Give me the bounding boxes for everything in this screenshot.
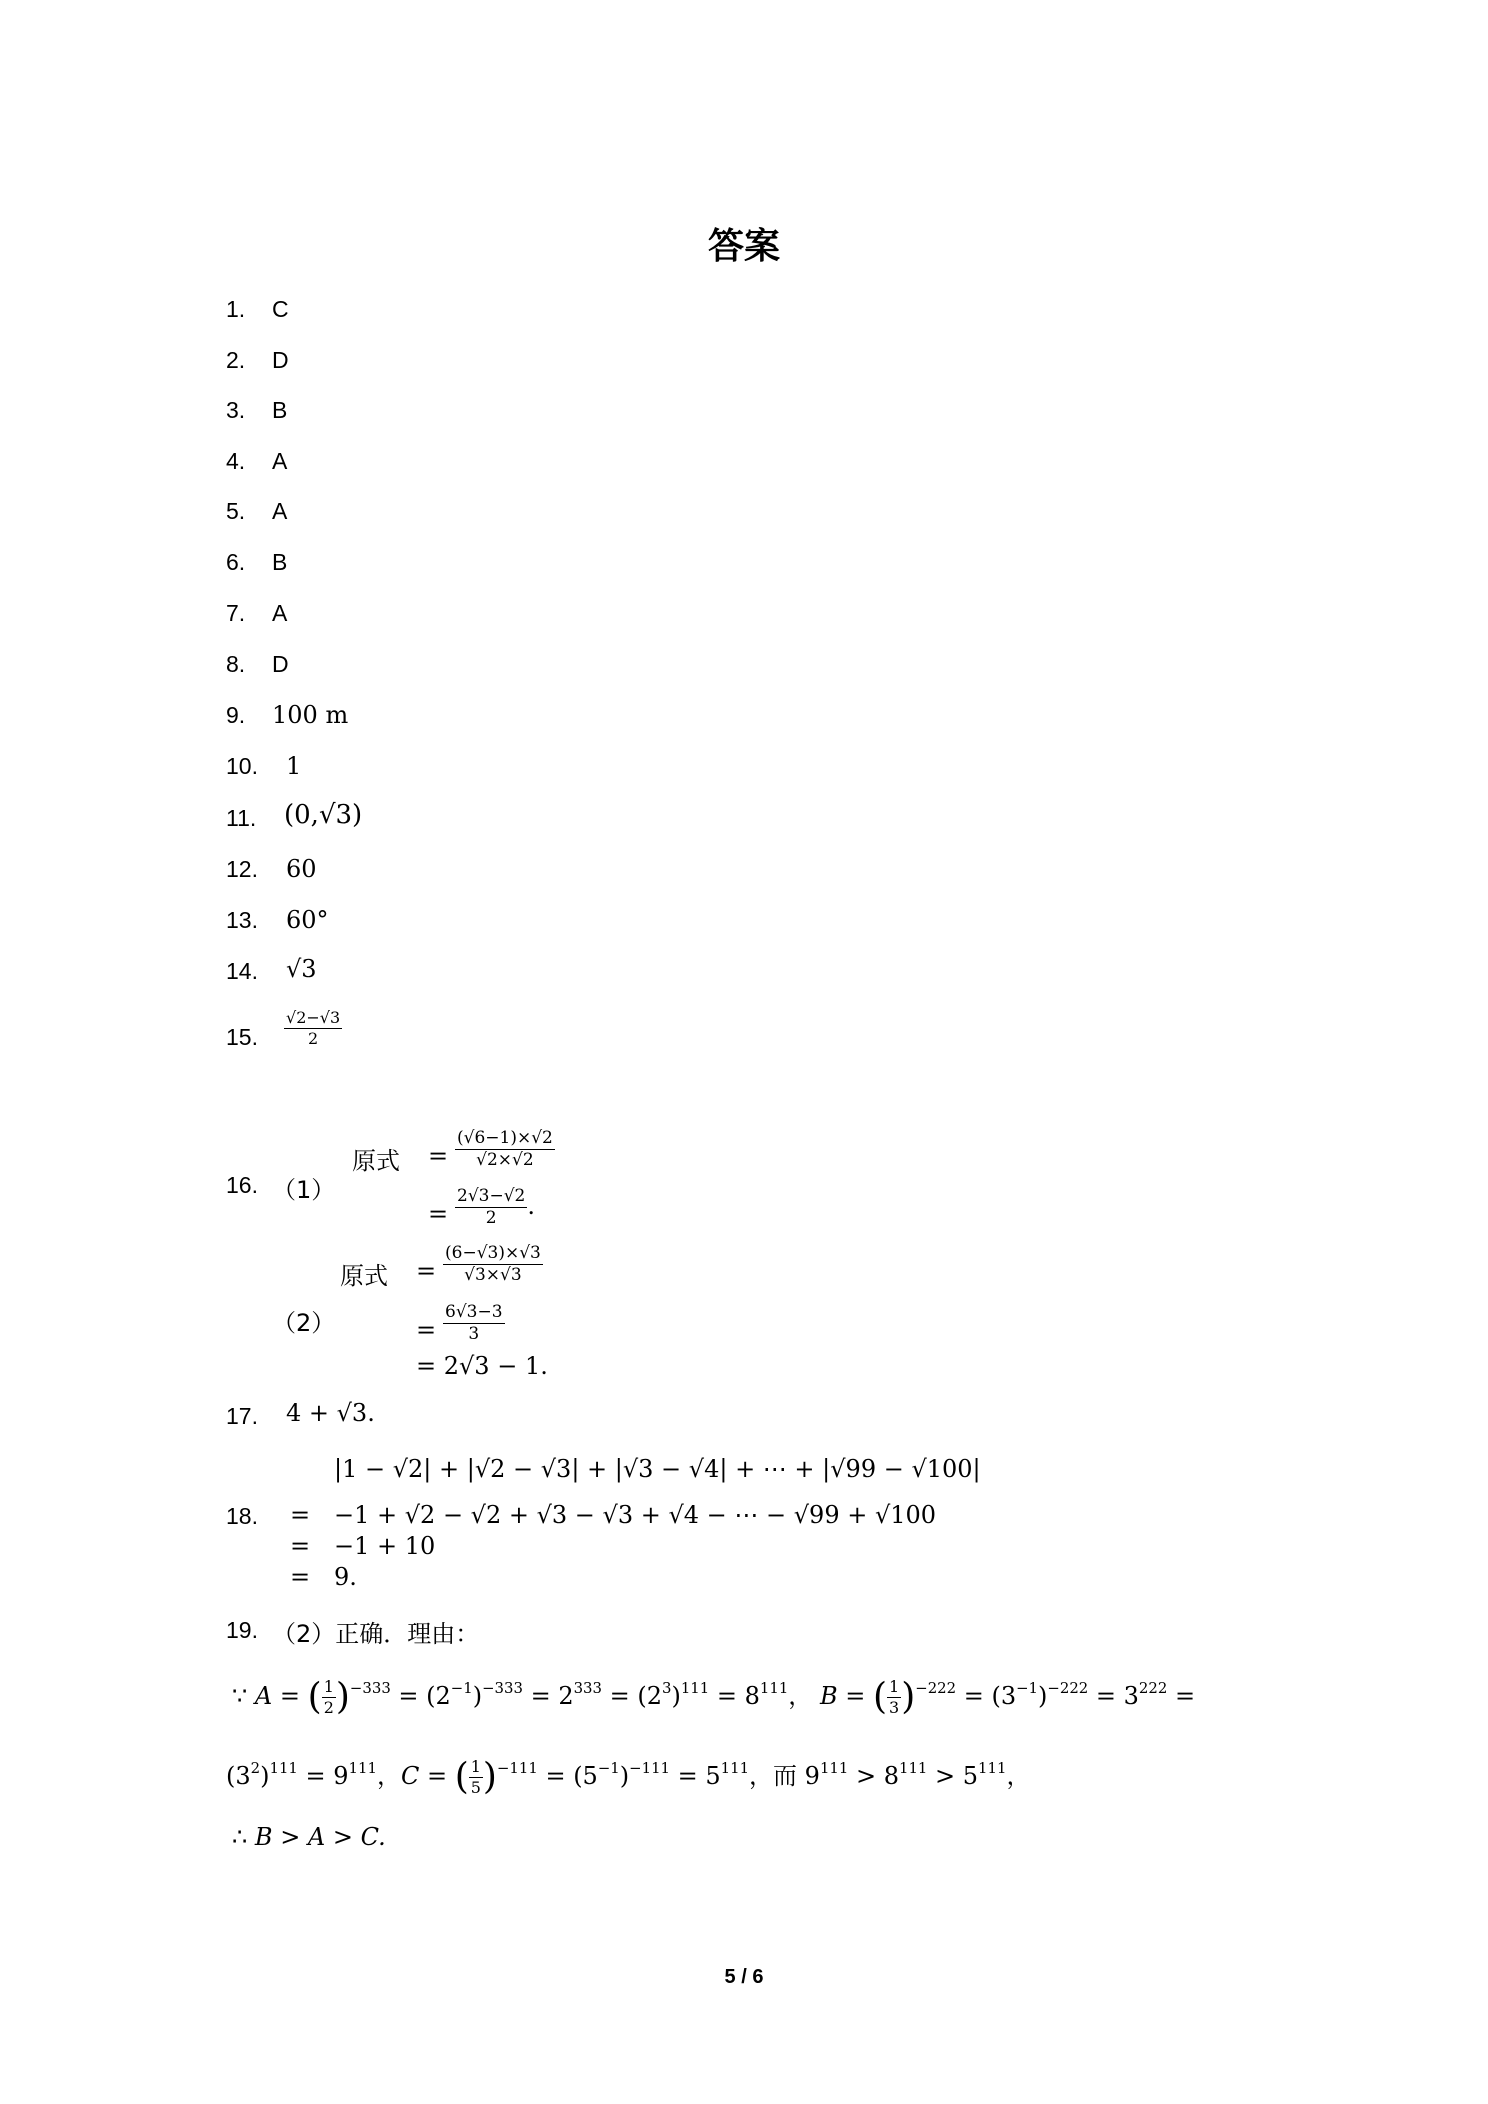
equals-sign: = [416,1316,437,1344]
equals-sign: = [290,1501,311,1529]
proof-line-2: $(3^2)^{111} = 9^{111}$，C = ( $\frac{1}{5}$ )$^{-111} = (5^{-1})^{-111} = 5^{111}$，而 $9^{111} > 8^{111} > 5^{111}$， [226,1756,1031,1798]
fraction-numerator: 2√3−√2 [457,1186,526,1206]
page-title: 答案 [707,226,780,267]
fraction-denominator: 3 [468,1324,480,1344]
item-answer: (0,√3) [284,800,363,830]
item-answer: √3 [286,955,317,983]
fraction-denominator: √3×√3 [464,1265,522,1285]
fraction-numerator: (6−√3)×√3 [445,1243,541,1263]
proof-conclusion [232,1823,386,1851]
item-answer: A [272,498,288,524]
therefore-symbol: ∴ [232,1823,248,1851]
item-answer: C [272,296,289,322]
item-number: 11. [226,805,257,831]
conclusion-text: B > A > C. [254,1823,386,1851]
item-number: 18. [226,1503,258,1529]
equals-sign: = [416,1257,437,1285]
item-number: 2. [226,347,246,373]
item-number: 7. [226,600,246,626]
equals-sign: = [290,1563,311,1591]
item-number: 5. [226,498,246,524]
item-number: 14. [226,958,258,984]
item-answer: 4 + √3. [286,1399,375,1427]
item-number: 10. [226,753,258,779]
item-number: 3. [226,397,246,423]
expression-line: 9. [334,1563,357,1591]
item-answer: B [272,549,288,575]
item-number: 8. [226,651,246,677]
item-number: 17. [226,1403,258,1429]
part-label: （2） [272,1309,336,1337]
item-answer: A [272,600,288,626]
fraction-denominator: 2 [485,1208,497,1228]
item-number: 15. [226,1024,258,1050]
equals-sign: = [290,1532,311,1560]
item-number: 12. [226,856,258,882]
equals-sign: = [428,1200,449,1228]
item-answer: 100 m [272,701,349,729]
item-answer: D [272,347,289,373]
proof-intro: （2）正确．理由： [272,1620,480,1648]
final-result: = 2√3 − 1. [416,1352,548,1380]
item-answer [284,1010,342,1047]
fraction-denominator: √2×√2 [476,1150,534,1170]
equals-sign: = [428,1142,449,1170]
expression-line: −1 + √2 − √2 + √3 − √3 + √4 − ⋯ − √99 + √100 [334,1501,937,1529]
item-number: 9. [226,702,246,728]
item-answer: 60 [286,855,317,883]
item-answer: 1 [286,752,302,780]
fraction-denominator: 2 [307,1029,319,1048]
step-fraction [443,1245,543,1284]
original-expression-label: 原式 [352,1147,400,1175]
item-number: 6. [226,549,246,575]
item-number: 16. [226,1172,258,1198]
expression-line: |1 − √2| + |√2 − √3| + |√3 − √4| + ⋯ + |√99 − √100| [334,1455,981,1483]
period: . [527,1192,535,1220]
part-label: （1） [272,1176,336,1204]
item-number: 13. [226,907,258,933]
expression-line: −1 + 10 [334,1532,436,1560]
item-number: 4. [226,448,246,474]
page-number: 5 / 6 [724,1966,764,1988]
proof-line-1: ∵ A = ( $\frac{1}{2}$ )$^{-333} = (2^{-1})^{-333} = 2^{333} = (2^3)^{111} = 8^{111}$， B = ( $\frac{1}{3}$ )$^{-222} = (3^{-1})^{-222} = 3^{222}$ = [232,1676,1196,1718]
item-number: 19. [226,1617,258,1643]
step-fraction [455,1188,535,1227]
item-number: 1. [226,296,246,322]
fraction-numerator: 6√3−3 [445,1302,503,1322]
item-answer: 60° [286,906,329,934]
because-symbol: ∵ [232,1682,248,1710]
fraction-numerator: √2−√3 [286,1008,341,1027]
original-expression-label: 原式 [340,1262,388,1290]
item-answer: B [272,397,288,423]
item-answer: D [272,651,289,677]
item-answer: A [272,448,288,474]
step-fraction [455,1130,555,1169]
fraction-numerator: (√6−1)×√2 [457,1128,553,1148]
step-fraction [443,1304,505,1343]
